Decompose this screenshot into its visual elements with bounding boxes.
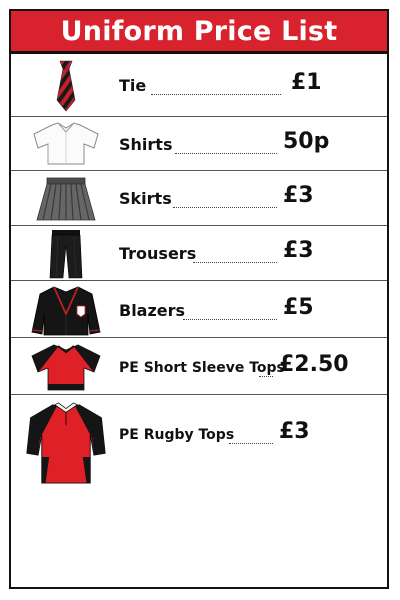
item-name: PE Rugby Tops [119, 427, 235, 443]
item-price: £5 [283, 295, 314, 320]
pe-top-icon [25, 341, 107, 393]
list-item-pe-short-sleeve-tops [11, 338, 387, 395]
page-title: Uniform Price List [60, 15, 338, 47]
item-name: Tie [119, 76, 147, 95]
item-name: Blazers [119, 301, 186, 320]
item-name: Skirts [119, 189, 172, 208]
list-item-pe-rugby-tops [11, 395, 387, 495]
item-price: 50p [283, 129, 330, 154]
leader-dots [183, 319, 277, 320]
item-price: £2.50 [279, 352, 349, 377]
item-name: Trousers [119, 244, 197, 263]
list-item-trousers [11, 226, 387, 281]
item-price: £1 [291, 70, 322, 95]
trousers-icon [25, 229, 107, 279]
leader-dots [173, 207, 277, 208]
list-item-blazers [11, 281, 387, 338]
blazer-icon [25, 284, 107, 336]
rugby-top-icon [25, 397, 107, 489]
tie-icon [25, 60, 107, 112]
list-item-tie [11, 54, 387, 117]
list-item-shirts [11, 117, 387, 171]
leader-dots [229, 443, 273, 444]
shirt-icon [25, 121, 107, 167]
item-price: £3 [283, 238, 314, 263]
item-name: Shirts [119, 135, 173, 154]
item-name: PE Short Sleeve Tops [119, 360, 285, 376]
leader-dots [151, 94, 281, 95]
leader-dots [193, 262, 277, 263]
list-item-skirts [11, 171, 387, 226]
leader-dots [259, 376, 273, 377]
item-price: £3 [279, 419, 310, 444]
leader-dots [175, 153, 277, 154]
header-bar [11, 11, 387, 54]
item-price: £3 [283, 183, 314, 208]
skirt-icon [25, 175, 107, 223]
price-list-frame [9, 9, 389, 589]
